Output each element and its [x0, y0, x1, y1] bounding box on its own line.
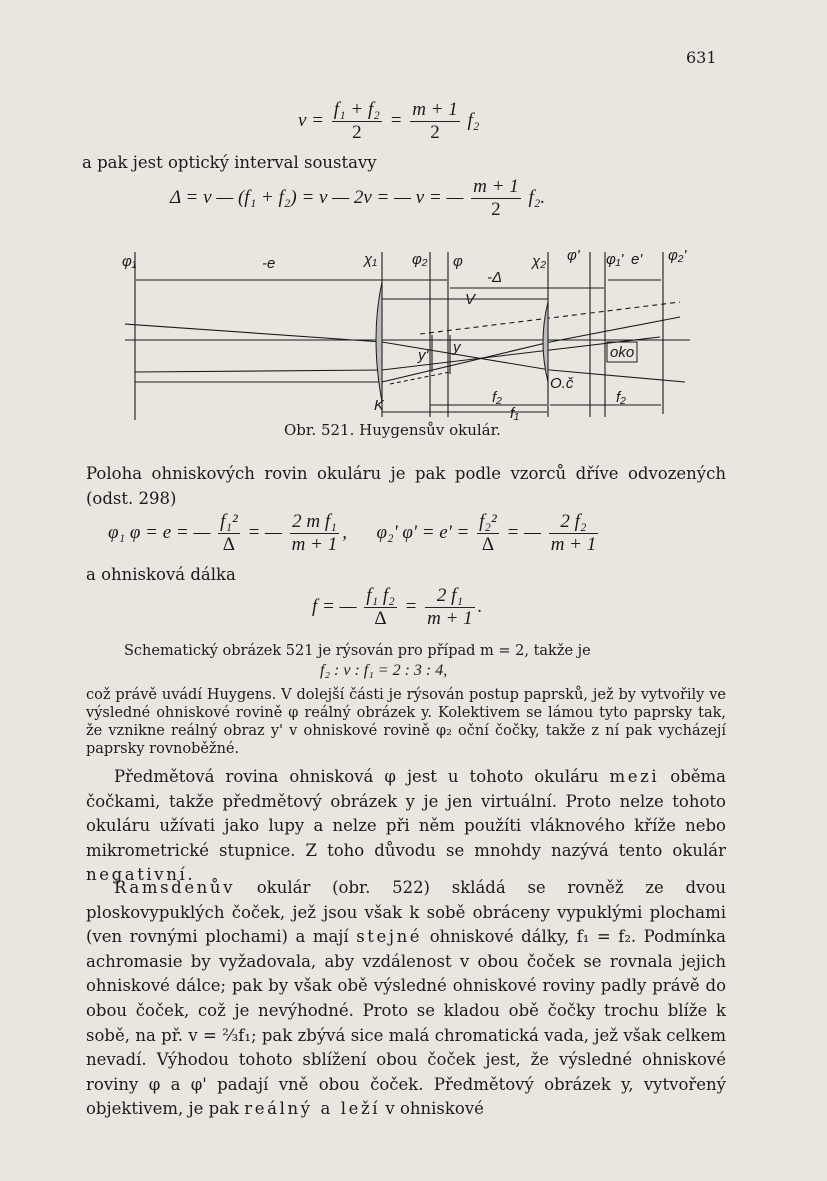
- page-number: 631: [686, 48, 717, 67]
- label-f2-right: f₂: [616, 389, 626, 406]
- label-phi1-prime: φ₁': [606, 251, 624, 268]
- label-k: K: [374, 397, 385, 414]
- paragraph-poloha: Poloha ohniskových rovin okuláru je pak podle vzorců dříve odvozených (odst. 298): [86, 464, 726, 508]
- label-phi2: φ₂: [412, 251, 428, 268]
- eq1-lhs: v =: [298, 110, 325, 132]
- label-chi2: χ₂: [532, 253, 546, 270]
- label-f1: f₁: [510, 405, 519, 422]
- equation-delta: Δ = v — (f₁ + f₂) = v — 2v = — v = — $\frac{m + 1}{2}$ f₂.: [170, 176, 546, 220]
- eq2-frac: $\frac{m + 1}{2}$: [473, 176, 519, 220]
- small-note-ratio: f₂ : v : f₁ = 2 : 3 : 4,: [320, 662, 448, 679]
- paragraph-ramsden: Ramsdenův okulár (obr. 522) skládá se rovněž ze dvou ploskovypuklých čoček, jež jsou však k sobě obráceny vypuklými plochami (ven rovnými plochami) a mají stejné ohniskové dálky, f₁ = f₂. Podmínka achromasie by vyžadovala, aby vzdálenost v obou čoček se rovnala jejich ohniskové dálce; pak by však obě výsledné ohniskové roviny padly právě do obou čoček, což je nevýhodné. Proto se kladou obě čočky trochu blíže k sobě, na př. v = ⅔f₁; pak zbývá sice malá chromatická vada, jež však celkem nevadí. Výhodou tohoto sblížení obou čoček jest, že výsledné ohniskové roviny φ a φ' padají vně obou čoček. Předmětový obrázek y, vytvořený objektivem, je pak reálný a leží v ohniskové: [86, 878, 726, 1119]
- small-note-line1: Schematický obrázek 521 je rýsován pro případ m = 2, takže je: [124, 643, 591, 659]
- label-oko: oko: [610, 344, 635, 361]
- lens-kolektiv: [376, 282, 382, 402]
- label-e-prime: e': [631, 251, 643, 268]
- label-y-prime: y': [418, 347, 429, 364]
- text-line-ohniskova: a ohnisková dálka: [86, 565, 236, 584]
- figure-caption: Obr. 521. Huygensův okulár.: [284, 421, 501, 439]
- label-y: y: [453, 339, 461, 356]
- eq1-frac2: $\frac{m + 1}{2}$: [412, 99, 458, 143]
- label-phi: φ: [453, 253, 463, 270]
- label-f2-left: f₂: [492, 389, 502, 406]
- label-minus-delta: -Δ: [487, 269, 503, 286]
- text-line-interval: a pak jest optický interval soustavy: [82, 153, 377, 172]
- label-chi1: χ₁: [364, 251, 377, 268]
- eq1-frac1: $\frac{\text{f₁ + f₂}}{2}$: [333, 99, 380, 143]
- paragraph-predmetova: Předmětová rovina ohnisková φ jest u tohoto okuláru mezi oběma čočkami, takže předmětový obrázek y je jen virtuální. Proto nelze tohoto okuláru užívati jako lupy a nelze při něm použíti vláknového kříže nebo mikrometrické stupnice. Z toho důvodu se mnohdy nazývá tento okulár negativní.: [86, 767, 727, 885]
- label-minus-e: -e: [262, 255, 276, 272]
- small-note-body: což právě uvádí Huygens. V dolejší části je rýsován postup paprsků, jež by vytvořily ve výsledné ohniskové rovině φ reálný obrázek y. Kolektivem se lámou tyto paprsky tak, že vznikne reálný obraz y' v ohniskové rovině φ₂ oční čočky, takže z ní pak vycházejí paprsky rovnoběžné.: [86, 687, 726, 757]
- label-phi-prime: φ': [567, 247, 580, 264]
- figure-521-huygens-eyepiece: [120, 242, 700, 422]
- equation-focal-planes: φ₁ φ = e = — $\frac{\text{f₁²}}{\Delta}$ = — $\frac{\text{2 m f₁}}{m + 1}$ , φ₂' φ' = e' = $\frac{\text{f₂²}}{\Delta}$ = — $\frac{\text{2 f₂}}{m + 1}$: [108, 511, 597, 555]
- equation-v: v = $\frac{\text{f₁ + f₂}}{2}$ = $\frac{m + 1}{2}$ f₂: [298, 99, 480, 143]
- label-oc: O.č: [550, 375, 574, 392]
- label-phi1: φ₁: [122, 253, 137, 270]
- label-phi2-prime: φ₂': [668, 247, 687, 264]
- lens-ocni-cocka: [543, 302, 548, 382]
- equation-focal-length: f = — $\frac{\text{f₁ f₂}}{\Delta}$ = $\frac{\text{2 f₁}}{m + 1}$ .: [312, 585, 483, 629]
- label-v: V: [465, 291, 476, 308]
